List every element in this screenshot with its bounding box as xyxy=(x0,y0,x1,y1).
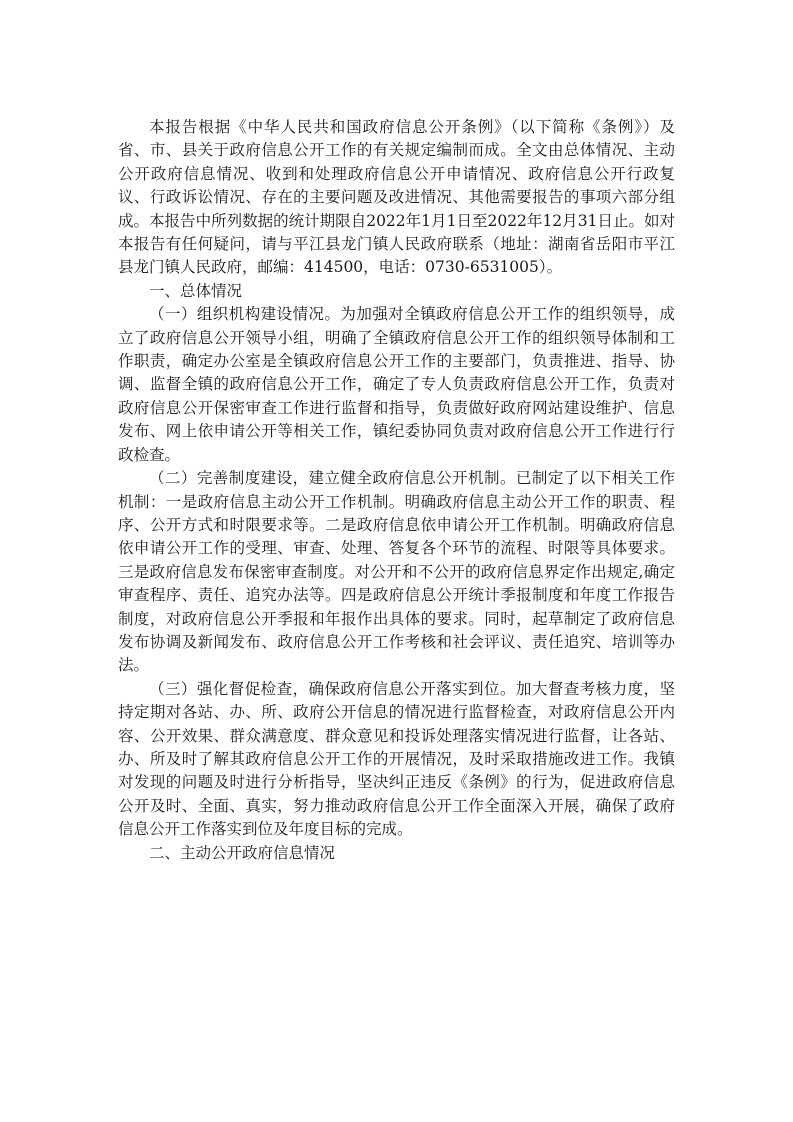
paragraph-organization: （一）组织机构建设情况。为加强对全镇政府信息公开工作的组织领导，成立了政府信息公开领导小组，明确了全镇政府信息公开工作的组织领导体制和工作职责，确定办公室是全镇政府信息公开工作的主要部门，负责推进、指导、协调、监督全镇的政府信息公开工作，确定了专人负责政府信息公开工作，负责对政府信息公开保密审查工作进行监督和指导，负责做好政府网站建设维护、信息发布、网上依申请公开等相关工作，镇纪委协同负责对政府信息公开工作进行行政检查。 xyxy=(118,305,675,464)
document-body xyxy=(118,116,675,865)
section-heading-overview: 一、总体情况 xyxy=(149,281,243,300)
intro-paragraph: 本报告根据《中华人民共和国政府信息公开条例》（以下简称《条例》）及省、市、县关于政府信息公开工作的有关规定编制而成。全文由总体情况、主动公开政府信息情况、收到和处理政府信息公开申请情况、政府信息公开行政复议、行政诉讼情况、存在的主要问题及改进情况、其他需要报告的事项六部分组成。本报告中所列数据的统计期限自2022年1月1日至2022年12月31日止。如对本报告有任何疑问，请与平江县龙门镇人民政府联系（地址：湖南省岳阳市平江县龙门镇人民政府，邮编：414500，电话：0730-6531005）。 xyxy=(118,118,675,277)
section-heading-active-disclosure: 二、主动公开政府信息情况 xyxy=(149,843,336,862)
paragraph-system-building: （二）完善制度建设，建立健全政府信息公开机制。已制定了以下相关工作机制：一是政府信息主动公开工作机制。明确政府信息主动公开工作的职责、程序、公开方式和时限要求等。二是政府信息依申请公开工作机制。明确政府信息依申请公开工作的受理、审查、处理、答复各个环节的流程、时限等具体要求。三是政府信息发布保密审查制度。对公开和不公开的政府信息界定作出规定,确定审查程序、责任、追究办法等。四是政府信息公开统计季报制度和年度工作报告制度，对政府信息公开季报和年报作出具体的要求。同时，起草制定了政府信息发布协调及新闻发布、政府信息公开工作考核和社会评议、责任追究、培训等办法。 xyxy=(118,469,675,675)
paragraph-supervision: （三）强化督促检查，确保政府信息公开落实到位。加大督查考核力度，坚持定期对各站、办、所、政府公开信息的情况进行监督检查，对政府信息公开内容、公开效果、群众满意度、群众意见和投诉处理落实情况进行监督，让各站、办、所及时了解其政府信息公开工作的开展情况，及时采取措施改进工作。我镇对发现的问题及时进行分析指导，坚决纠正违反《条例》的行为，促进政府信息公开及时、全面、真实，努力推动政府信息公开工作全面深入开展，确保了政府信息公开工作落实到位及年度目标的完成。 xyxy=(118,679,675,839)
